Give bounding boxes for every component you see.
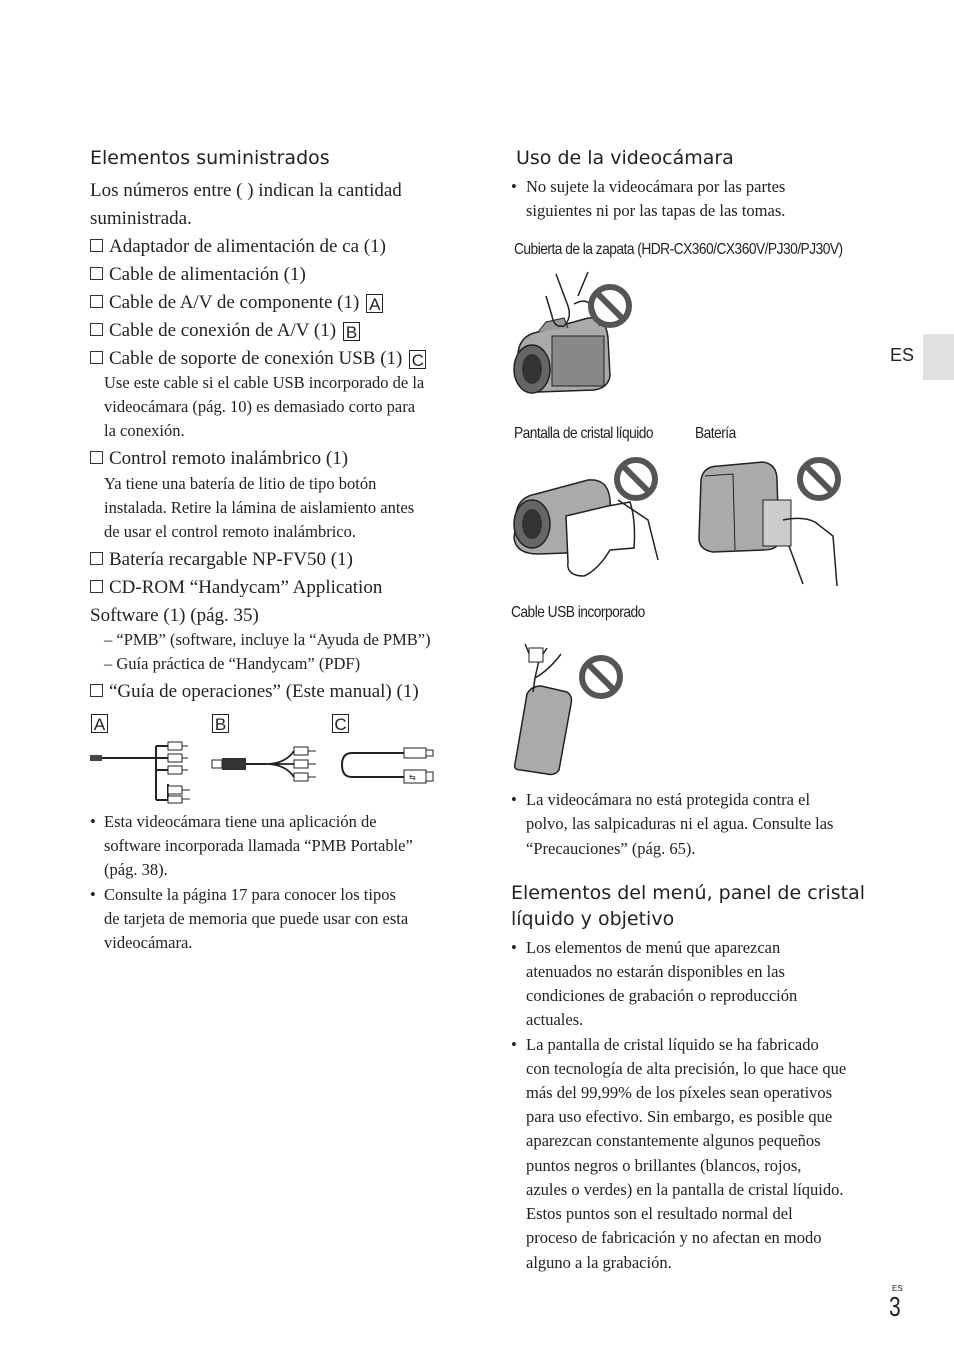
item-operating-guide: “Guía de operaciones” (Este manual) (1) [90,678,419,706]
cdrom-sub-item: – “PMB” (software, incluye la “Ayuda de PMB”) [104,630,431,649]
illustration-shoe-cover [508,266,648,406]
intro-text: Los números entre ( ) indican la cantidad [90,180,402,201]
checkbox-icon [90,267,103,280]
figure-tag-b: B [343,322,360,341]
note-memory-card: Consulte la página 17 para conocer los tipos [104,885,396,904]
caption-lcd-screen: Pantalla de cristal líquido [514,425,654,442]
footer-language: ES [892,1284,903,1293]
language-side-tab [923,334,954,380]
note-not-waterproof: polvo, las salpicaduras ni el agua. Consulte las [526,814,834,833]
usb-support-cable-illustration [338,745,438,781]
section-heading-menu-lcd-lens-cont: líquido y objetivo [511,908,675,930]
note-pmb-portable: (pág. 38). [104,860,168,879]
note-menu-items: Los elementos de menú que aparezcan [526,938,781,957]
note-menu-items: condiciones de grabación o reproducción [526,986,798,1005]
bullet-icon: • [90,812,96,831]
bullet-icon: • [511,1035,517,1054]
item-battery: Batería recargable NP-FV50 (1) [90,546,353,574]
cdrom-sub-item: – Guía práctica de “Handycam” (PDF) [104,654,361,673]
section-heading-supplied-items: Elementos suministrados [90,147,330,169]
figure-label-c: C [325,714,349,733]
warning-hold: No sujete la videocámara por las partes [526,177,786,196]
illustration-lcd-screen [508,450,678,585]
svg-text:⇆: ⇆ [409,773,416,782]
note-lcd-pixels: proceso de fabricación y no afectan en modo [526,1228,822,1247]
checkbox-icon [90,351,103,364]
item-av-connecting-cable: Cable de conexión de A/V (1) B [90,317,360,345]
note-lcd-pixels: azules o verdes) en la pantalla de cristal líquido. [526,1180,844,1199]
section-heading-menu-lcd-lens: Elementos del menú, panel de cristal [511,882,866,904]
checkbox-icon [90,295,103,308]
checkbox-icon [90,684,103,697]
figure-tag-c: C [409,350,426,369]
item-usb-support-cable: Cable de soporte de conexión USB (1) C [90,345,426,373]
figure-label-a: A [84,714,108,733]
note-lcd-pixels: aparezcan constantemente algunos pequeños [526,1131,821,1150]
note-menu-items: atenuados no estarán disponibles en las [526,962,785,981]
item-cdrom: CD-ROM “Handycam” Application [90,574,382,602]
checkbox-icon [90,580,103,593]
note-lcd-pixels: para uso efectivo. Sin embargo, es posible que [526,1107,833,1126]
figure-tag-a: A [366,294,383,313]
page-number: 3 [889,1291,901,1322]
remote-note-line: de usar el control remoto inalámbrico. [104,522,356,541]
checkbox-icon [90,323,103,336]
note-pmb-portable: software incorporada llamada “PMB Portable” [104,836,413,855]
note-memory-card: de tarjeta de memoria que puede usar con esta [104,909,409,928]
note-menu-items: actuales. [526,1010,584,1029]
warning-hold: siguientes ni por las tapas de las tomas. [526,201,786,220]
language-tab-label: ES [890,345,915,365]
caption-battery: Batería [695,425,736,442]
note-lcd-pixels: La pantalla de cristal líquido se ha fabricado [526,1035,819,1054]
note-not-waterproof: La videocámara no está protegida contra el [526,790,811,809]
item-remote: Control remoto inalámbrico (1) [90,445,348,473]
checkbox-icon [90,552,103,565]
note-lcd-pixels: Estos puntos son el resultado normal del [526,1204,793,1223]
note-lcd-pixels: alguno a la grabación. [526,1253,672,1272]
bullet-icon: • [511,177,517,196]
caption-shoe-cover: Cubierta de la zapata (HDR-CX360/CX360V/PJ30/PJ30V) [514,241,843,258]
remote-note-line: instalada. Retire la lámina de aislamiento antes [104,498,415,517]
figure-label-b: B [205,714,229,733]
note-lcd-pixels: más del 99,99% de los píxeles sean operativos [526,1083,833,1102]
illustration-battery [693,450,853,590]
note-lcd-pixels: con tecnología de alta precisión, lo que hace que [526,1059,847,1078]
note-pmb-portable: Esta videocámara tiene una aplicación de [104,812,377,831]
bullet-icon: • [511,790,517,809]
illustration-usb-cable [505,630,635,780]
item-ac-adaptor: Adaptador de alimentación de ca (1) [90,233,386,261]
note-not-waterproof: “Precauciones” (pág. 65). [526,839,696,858]
component-av-cable-illustration [88,738,200,804]
note-memory-card: videocámara. [104,933,193,952]
remote-note-line: Ya tiene una batería de litio de tipo botón [104,474,377,493]
checkbox-icon [90,239,103,252]
usb-note-line: videocámara (pág. 10) es demasiado corto para [104,397,416,416]
section-heading-camcorder-use: Uso de la videocámara [516,147,734,169]
item-component-av-cable: Cable de A/V de componente (1) A [90,289,383,317]
usb-note-line: Use este cable si el cable USB incorporado de la [104,373,425,392]
av-connecting-cable-illustration [210,743,325,783]
bullet-icon: • [511,938,517,957]
intro-text-cont: suministrada. [90,208,192,229]
note-lcd-pixels: puntos negros o brillantes (blancos, rojos, [526,1156,802,1175]
checkbox-icon [90,451,103,464]
caption-usb-cable: Cable USB incorporado [511,604,645,621]
item-power-cord: Cable de alimentación (1) [90,261,306,289]
usb-note-line: la conexión. [104,421,185,440]
item-cdrom-cont: Software (1) (pág. 35) [90,605,259,626]
bullet-icon: • [90,885,96,904]
